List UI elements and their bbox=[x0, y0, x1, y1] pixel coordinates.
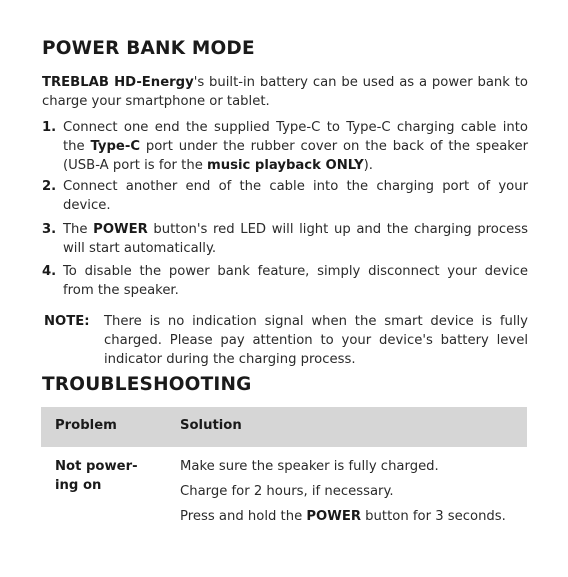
step-text: Connect another end of the cable into the charging port of your device. bbox=[63, 179, 528, 213]
step-text-part: button's red LED will light up and the charging process will start automatically. bbox=[63, 222, 528, 256]
step-text bbox=[63, 118, 528, 175]
step-text-part: port under the rubber cover on the back of the speaker (USB-A port is for the bbox=[63, 139, 528, 173]
step-number: 4. bbox=[42, 264, 57, 279]
step-text-part: The bbox=[63, 222, 94, 237]
solution-text-part: Press and hold the bbox=[180, 509, 307, 524]
music-playback-label: music playback ONLY bbox=[207, 158, 364, 173]
header-problem: Problem bbox=[55, 418, 117, 433]
table-header bbox=[41, 407, 527, 447]
table-row bbox=[41, 447, 527, 577]
solution-text-part: button for 3 seconds. bbox=[360, 509, 506, 524]
problem-cell bbox=[55, 457, 165, 495]
note-text: There is no indication signal when the smart device is fully charged. Please pay attention to your device's battery level indicator during the charging process. bbox=[104, 314, 528, 367]
step-text-part: Connect one end the supplied Type-C to Type-C charging cable into the bbox=[63, 120, 528, 154]
solution-line: Charge for 2 hours, if necessary. bbox=[180, 484, 394, 499]
intro-text: 's built-in battery can be used as a power bank to charge your smartphone or tablet. bbox=[42, 75, 528, 109]
step-number: 2. bbox=[42, 179, 57, 194]
step-text bbox=[63, 220, 528, 258]
problem-line: ing on bbox=[55, 478, 102, 493]
note-label: NOTE: bbox=[44, 314, 90, 329]
header-solution: Solution bbox=[180, 418, 242, 433]
brand-name: TREBLAB HD-Energy bbox=[42, 75, 194, 90]
step-text-part: ). bbox=[363, 158, 373, 173]
step-4 bbox=[42, 262, 528, 300]
troubleshooting-heading: TROUBLESHOOTING bbox=[42, 374, 252, 395]
troubleshooting-table bbox=[41, 407, 527, 577]
type-c-label: Type-C bbox=[90, 139, 141, 154]
solution-line bbox=[180, 507, 530, 532]
solution-line: Make sure the speaker is fully charged. bbox=[180, 459, 439, 474]
note-block bbox=[44, 312, 528, 369]
power-label: POWER bbox=[306, 509, 361, 524]
step-2 bbox=[42, 177, 528, 215]
step-1 bbox=[42, 118, 528, 175]
power-label: POWER bbox=[93, 222, 148, 237]
problem-line: Not power- bbox=[55, 459, 138, 474]
step-number: 3. bbox=[42, 222, 57, 237]
power-bank-intro bbox=[42, 73, 528, 111]
step-3 bbox=[42, 220, 528, 258]
solution-cell bbox=[180, 457, 530, 532]
step-text: To disable the power bank feature, simply disconnect your device from the speaker. bbox=[63, 264, 528, 298]
power-bank-heading: POWER BANK MODE bbox=[42, 38, 255, 59]
step-number: 1. bbox=[42, 120, 57, 135]
